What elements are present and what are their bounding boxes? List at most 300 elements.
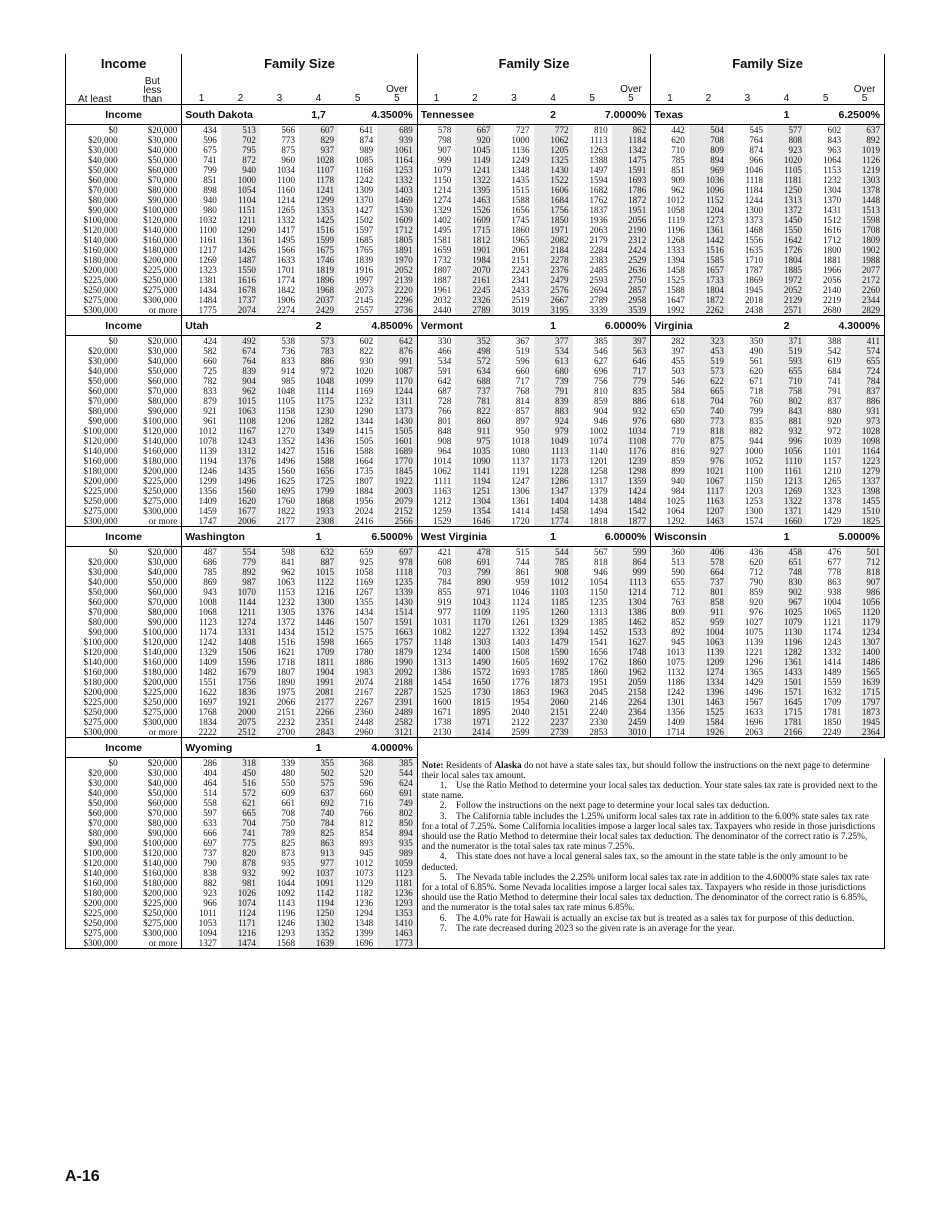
- deduction-value: 1372: [767, 205, 806, 215]
- deduction-value: 1214: [433, 185, 452, 195]
- deduction-value: 544: [534, 547, 573, 558]
- deduction-value: 1403: [511, 637, 530, 647]
- deduction-value: 712: [845, 557, 884, 567]
- income-less-than: $90,000: [124, 828, 182, 838]
- deduction-value: 1696: [338, 938, 377, 949]
- deduction-value: 848: [437, 426, 452, 436]
- deduction-value: 737: [203, 848, 217, 858]
- income-at-least: $250,000: [66, 496, 124, 506]
- deduction-value: 1342: [612, 145, 651, 155]
- deduction-value: 1026: [221, 888, 260, 898]
- deduction-value: 664: [689, 567, 728, 577]
- table-row: [66, 356, 885, 366]
- deduction-value: 710: [767, 376, 806, 386]
- deduction-value: 773: [689, 416, 728, 426]
- income-less-than: $30,000: [124, 557, 182, 567]
- deduction-value: 1404: [534, 496, 573, 506]
- deduction-value: 1012: [534, 577, 573, 587]
- deduction-value: 1677: [221, 506, 260, 516]
- income-less-than: $60,000: [124, 165, 182, 175]
- note-item: 5. The Nevada table includes the 2.25% uniform local sales tax rate in addition to the 4.6000% state sales tax rate for a total of 6.85%. Some Nevada localities impose a larger local sales tax. Taxpayers who reside in those jurisdictions should use the Ratio Method to determine their local sales tax deduction. The denominator of the correct ratio is 6.85%, and the numerator is the total sales tax rate minus 6.85%.: [421, 872, 869, 914]
- deduction-value: 677: [827, 557, 842, 567]
- deduction-value: 1424: [612, 486, 651, 496]
- deduction-value: 1971: [534, 225, 573, 235]
- table-row: [66, 476, 885, 486]
- table-row: [66, 215, 885, 225]
- deduction-value: 2077: [845, 265, 884, 275]
- table-row: [66, 727, 885, 738]
- family-size-column-1: [417, 71, 455, 105]
- deduction-value: 1019: [845, 145, 884, 155]
- deduction-value: 1120: [845, 607, 884, 617]
- deduction-value: 1647: [666, 295, 685, 305]
- family-size-label: 5: [354, 93, 361, 104]
- deduction-value: 1274: [221, 617, 260, 627]
- deduction-value: 1243: [221, 436, 260, 446]
- deduction-value: 355: [299, 758, 338, 769]
- deduction-value: 1665: [354, 637, 374, 647]
- deduction-value: 1194: [455, 476, 494, 486]
- income-at-least: $50,000: [66, 165, 124, 175]
- deduction-value: 894: [377, 828, 417, 838]
- state-ratio-note: 1,7: [299, 105, 338, 125]
- deduction-value: 1167: [221, 426, 260, 436]
- deduction-value: 892: [845, 135, 884, 145]
- deduction-value: 1966: [822, 265, 842, 275]
- deduction-value: 2287: [377, 687, 417, 697]
- deduction-value: 1058: [354, 567, 374, 577]
- income-less-than: $200,000: [124, 888, 182, 898]
- deduction-value: 1058: [666, 205, 685, 215]
- state-ratio-note: 1: [534, 316, 573, 336]
- deduction-value: 1747: [182, 516, 221, 527]
- deduction-value: 1268: [666, 235, 685, 245]
- deduction-value: 660: [203, 356, 217, 366]
- deduction-value: 2243: [511, 265, 530, 275]
- deduction-value: 1434: [354, 607, 374, 617]
- deduction-value: 514: [203, 788, 217, 798]
- deduction-value: 1869: [744, 275, 763, 285]
- income-at-least: $225,000: [66, 697, 124, 707]
- income-less-than: $90,000: [124, 195, 182, 205]
- note-item: 3. The California table includes the 1.25% uniform local sales tax rate in addition to the 6.00% state sales tax rate for a total of 7.25%. Some California localities impose a larger local sales tax. Taxpayers who reside in those jurisdictions should use the Ratio Method to determine their local sales tax deduction. The denominator of the correct ratio is 7.25%, and the numerator is the total sales tax rate minus 7.25%.: [421, 811, 876, 853]
- deduction-value: 791: [827, 386, 842, 396]
- deduction-value: 1053: [198, 918, 217, 928]
- deduction-value: 1990: [377, 657, 417, 667]
- deduction-value: 1175: [299, 396, 338, 406]
- deduction-value: 2440: [417, 305, 455, 316]
- income-less-than: or more: [124, 305, 182, 316]
- deduction-value: 1035: [455, 446, 494, 456]
- income-less-than: $225,000: [124, 898, 182, 908]
- deduction-value: 1206: [276, 416, 295, 426]
- deduction-value: 642: [377, 336, 417, 347]
- deduction-value: 2326: [455, 295, 494, 305]
- table-row: [66, 135, 885, 145]
- deduction-value: 2479: [534, 275, 573, 285]
- deduction-value: 1516: [689, 245, 728, 255]
- deduction-value: 712: [749, 567, 763, 577]
- deduction-value: 1598: [299, 637, 338, 647]
- deduction-value: 1020: [767, 155, 806, 165]
- deduction-value: 1216: [299, 587, 338, 597]
- deduction-value: 1332: [276, 215, 295, 225]
- deduction-value: 1232: [822, 175, 842, 185]
- income-at-least: $250,000: [66, 707, 124, 717]
- deduction-value: 424: [203, 336, 217, 346]
- deduction-value: 1184: [612, 135, 651, 145]
- deduction-value: 2130: [417, 727, 455, 738]
- deduction-value: 886: [612, 396, 651, 406]
- deduction-value: 1922: [377, 476, 417, 486]
- deduction-value: 1246: [276, 918, 295, 928]
- deduction-value: 857: [515, 406, 530, 416]
- deduction-value: 999: [437, 155, 452, 165]
- deduction-value: 1161: [767, 466, 806, 476]
- income-at-least: $120,000: [66, 647, 124, 657]
- deduction-value: 458: [767, 547, 806, 558]
- deduction-value: 339: [281, 758, 295, 768]
- deduction-value: 789: [281, 828, 295, 838]
- deduction-value: 1119: [667, 215, 685, 225]
- deduction-value: 1355: [354, 597, 374, 607]
- deduction-value: 1475: [612, 155, 651, 165]
- deduction-value: 950: [515, 426, 530, 436]
- income-less-than: $20,000: [124, 758, 182, 769]
- deduction-value: 881: [767, 416, 806, 426]
- deduction-value: 2376: [534, 265, 573, 275]
- deduction-value: 1290: [221, 225, 260, 235]
- table-row: [66, 657, 885, 667]
- deduction-value: 1376: [299, 607, 338, 617]
- deduction-value: 2582: [377, 717, 417, 727]
- deduction-value: 1371: [767, 506, 806, 516]
- deduction-value: 1988: [845, 255, 884, 265]
- deduction-value: 2512: [221, 727, 260, 738]
- income-less-than: $100,000: [124, 205, 182, 215]
- deduction-value: 1046: [744, 165, 763, 175]
- state-tax-rate: 4.0000%: [338, 738, 417, 758]
- deduction-value: 1971: [455, 717, 494, 727]
- deduction-value: 1566: [276, 245, 295, 255]
- income-at-least: $160,000: [66, 667, 124, 677]
- deduction-value: 1068: [198, 607, 217, 617]
- deduction-value: 1337: [845, 476, 884, 486]
- deduction-value: 2958: [612, 295, 651, 305]
- deduction-value: 939: [377, 135, 417, 145]
- deduction-value: 863: [299, 838, 338, 848]
- state-heading-row: [66, 316, 885, 336]
- state-name: Virginia: [651, 316, 767, 336]
- deduction-value: 1904: [299, 667, 338, 677]
- note-intro: [422, 761, 880, 781]
- deduction-value: 1805: [377, 235, 417, 245]
- deduction-value: 962: [281, 567, 295, 577]
- deduction-value: 1775: [182, 305, 221, 316]
- deduction-value: 1184: [745, 185, 763, 195]
- income-at-least: $50,000: [66, 376, 124, 386]
- deduction-value: 2529: [612, 255, 651, 265]
- deduction-value: 764: [749, 135, 763, 145]
- deduction-value: 1241: [455, 165, 494, 175]
- deduction-value: 545: [749, 125, 763, 135]
- deduction-value: 1163: [433, 486, 452, 496]
- family-size-column-4: [299, 71, 338, 105]
- income-at-least: $200,000: [66, 898, 124, 908]
- deduction-value: 739: [534, 376, 573, 386]
- deduction-value: 1236: [354, 898, 374, 908]
- deduction-value: 1474: [221, 938, 260, 949]
- state-ratio-note: 2: [299, 316, 338, 336]
- income-at-least: $100,000: [66, 848, 124, 858]
- family-size-label: 3: [511, 93, 517, 104]
- deduction-value: 1034: [612, 426, 651, 436]
- table-row: [66, 265, 885, 275]
- deduction-value: 646: [612, 356, 651, 366]
- table-row: [66, 396, 885, 406]
- deduction-value: 1733: [689, 275, 728, 285]
- deduction-value: 1804: [767, 255, 806, 265]
- deduction-value: 1129: [355, 878, 374, 888]
- deduction-value: 1235: [377, 577, 417, 587]
- deduction-value: 984: [671, 486, 685, 496]
- income-at-least: $60,000: [66, 597, 124, 607]
- income-at-least: $70,000: [66, 607, 124, 617]
- deduction-value: 1529: [417, 516, 455, 527]
- deduction-value: 1842: [276, 285, 295, 295]
- deduction-value: 504: [689, 125, 728, 136]
- deduction-value: 782: [203, 376, 217, 386]
- deduction-value: 1850: [822, 717, 842, 727]
- deduction-value: 318: [221, 758, 260, 769]
- deduction-value: 1695: [276, 486, 295, 496]
- deduction-value: 2140: [822, 285, 842, 295]
- deduction-value: 1018: [511, 436, 530, 446]
- deduction-value: 1975: [276, 687, 295, 697]
- deduction-value: 1247: [511, 476, 530, 486]
- deduction-value: 1002: [589, 426, 608, 436]
- deduction-value: 1845: [377, 466, 417, 476]
- deduction-value: 385: [594, 336, 608, 346]
- income-at-least: $0: [66, 336, 124, 347]
- deduction-value: 1113: [590, 135, 608, 145]
- deduction-value: 785: [203, 567, 217, 577]
- income-less-than: $120,000: [124, 426, 182, 436]
- deduction-value: 1863: [511, 687, 530, 697]
- deduction-value: 1442: [689, 235, 728, 245]
- deduction-value: 750: [281, 818, 295, 828]
- deduction-value: 935: [281, 858, 295, 868]
- deduction-value: 1021: [689, 466, 728, 476]
- deduction-value: 2079: [377, 496, 417, 506]
- deduction-value: 1770: [377, 456, 417, 466]
- deduction-value: 1997: [354, 275, 374, 285]
- deduction-value: 1176: [612, 446, 651, 456]
- deduction-value: 976: [749, 607, 763, 617]
- deduction-value: 1886: [354, 657, 374, 667]
- deduction-value: 795: [221, 145, 260, 155]
- deduction-value: 837: [845, 386, 884, 396]
- deduction-value: 1490: [455, 657, 494, 667]
- deduction-value: 1807: [354, 476, 374, 486]
- family-size-label: Over 5: [620, 84, 642, 104]
- deduction-value: 1037: [299, 868, 338, 878]
- deduction-value: 1114: [299, 386, 338, 396]
- state-ratio-note: 1: [767, 527, 806, 547]
- deduction-value: 2060: [534, 697, 573, 707]
- income-at-least: $60,000: [66, 808, 124, 818]
- deduction-value: 822: [359, 346, 374, 356]
- deduction-value: 1152: [689, 195, 728, 205]
- deduction-value: 1516: [299, 446, 338, 456]
- deduction-value: 1430: [377, 597, 417, 607]
- income-at-least: $140,000: [66, 235, 124, 245]
- deduction-value: 727: [515, 125, 530, 135]
- deduction-value: 1550: [767, 225, 806, 235]
- deduction-value: 1012: [354, 858, 374, 868]
- deduction-value: 1124: [221, 908, 260, 918]
- deduction-value: 490: [749, 346, 763, 356]
- deduction-value: 1212: [433, 496, 452, 506]
- deduction-value: 911: [455, 426, 494, 436]
- deduction-value: 1541: [589, 637, 608, 647]
- deduction-value: 1596: [221, 657, 260, 667]
- deduction-value: 992: [281, 868, 295, 878]
- deduction-value: 1104: [221, 195, 260, 205]
- table-row: [66, 637, 885, 647]
- deduction-value: 783: [299, 346, 338, 356]
- income-at-least: $225,000: [66, 275, 124, 285]
- income-less-than: $200,000: [124, 677, 182, 687]
- deduction-value: 1242: [354, 175, 374, 185]
- deduction-value: 1738: [433, 717, 452, 727]
- deduction-value: 1804: [689, 285, 728, 295]
- deduction-value: 875: [689, 436, 728, 446]
- but-less-than-heading: [124, 71, 182, 105]
- deduction-value: 911: [689, 607, 728, 617]
- deduction-value: 1872: [612, 195, 651, 205]
- income-less-than: $275,000: [124, 285, 182, 295]
- deduction-value: 1305: [276, 607, 295, 617]
- deduction-value: 740: [299, 808, 338, 818]
- deduction-value: 1635: [744, 245, 763, 255]
- state-name: Texas: [651, 105, 767, 125]
- deduction-value: 1073: [354, 868, 374, 878]
- deduction-value: 2219: [822, 295, 842, 305]
- deduction-value: 1219: [845, 165, 884, 175]
- income-less-than: $300,000: [124, 295, 182, 305]
- deduction-value: 1090: [455, 456, 494, 466]
- deduction-value: 1378: [845, 185, 884, 195]
- deduction-value: 872: [221, 155, 260, 165]
- deduction-value: 935: [377, 838, 417, 848]
- deduction-value: 1515: [511, 185, 530, 195]
- deduction-value: 890: [455, 577, 494, 587]
- deduction-value: 1164: [845, 446, 884, 456]
- deduction-value: 1616: [221, 275, 260, 285]
- deduction-value: 1293: [377, 898, 417, 908]
- family-size-column-1: [651, 71, 689, 105]
- income-at-least: $30,000: [66, 778, 124, 788]
- deduction-value: 1361: [511, 496, 530, 506]
- deduction-value: 1356: [198, 486, 217, 496]
- deduction-value: 1014: [433, 456, 452, 466]
- income-less-than: $50,000: [124, 155, 182, 165]
- deduction-value: 962: [221, 386, 260, 396]
- deduction-value: 1696: [744, 717, 763, 727]
- deduction-value: 972: [827, 426, 842, 436]
- table-row: [66, 406, 885, 416]
- deduction-value: 2032: [433, 295, 452, 305]
- deduction-value: 1822: [276, 506, 295, 516]
- deduction-value: 894: [689, 155, 728, 165]
- income-at-least: $20,000: [66, 557, 124, 567]
- deduction-value: 820: [221, 848, 260, 858]
- deduction-value: 1103: [534, 587, 573, 597]
- state-tax-rate: 6.0000%: [573, 527, 651, 547]
- deduction-value: 946: [594, 567, 608, 577]
- deduction-value: 1160: [277, 185, 295, 195]
- deduction-value: 1056: [845, 597, 884, 607]
- deduction-value: 859: [749, 587, 763, 597]
- deduction-value: 1304: [822, 185, 842, 195]
- deduction-value: 1502: [354, 215, 374, 225]
- deduction-value: 1774: [276, 275, 295, 285]
- deduction-value: 1099: [354, 376, 374, 386]
- income-at-least: $275,000: [66, 928, 124, 938]
- deduction-value: 1693: [511, 667, 530, 677]
- deduction-value: 2296: [377, 295, 417, 305]
- deduction-value: 1479: [534, 637, 573, 647]
- deduction-value: 2172: [845, 275, 884, 285]
- deduction-value: 534: [437, 356, 452, 366]
- deduction-value: 1195: [511, 607, 530, 617]
- deduction-value: 1246: [198, 466, 217, 476]
- deduction-value: 1325: [534, 155, 573, 165]
- income-at-least: $80,000: [66, 617, 124, 627]
- deduction-value: 478: [455, 547, 494, 558]
- deduction-value: 1962: [612, 667, 651, 677]
- deduction-value: 1333: [666, 245, 685, 255]
- income-less-than: $60,000: [124, 798, 182, 808]
- deduction-value: 716: [359, 798, 374, 808]
- deduction-value: 798: [437, 135, 452, 145]
- income-at-least: $160,000: [66, 245, 124, 255]
- state-ratio-note: 2: [534, 105, 573, 125]
- deduction-value: 2240: [589, 707, 608, 717]
- deduction-value: 2082: [534, 235, 573, 245]
- table-row: [66, 125, 885, 136]
- deduction-value: 741: [221, 828, 260, 838]
- deduction-value: 487: [203, 547, 217, 557]
- deduction-value: 286: [203, 758, 217, 768]
- table-row: [66, 416, 885, 426]
- deduction-value: 1427: [354, 205, 374, 215]
- deduction-value: 1108: [221, 416, 260, 426]
- deduction-value: 1765: [354, 245, 374, 255]
- deduction-value: 784: [437, 577, 452, 587]
- deduction-value: 1214: [612, 587, 651, 597]
- deduction-value: 686: [203, 557, 217, 567]
- table-row: [66, 285, 885, 295]
- deduction-value: 1715: [455, 225, 494, 235]
- income-less-than: $70,000: [124, 175, 182, 185]
- table-row: [66, 577, 885, 587]
- deduction-value: 1616: [822, 225, 842, 235]
- income-at-least: $0: [66, 547, 124, 558]
- table-row: [66, 245, 885, 255]
- family-size-label: 5: [589, 93, 595, 104]
